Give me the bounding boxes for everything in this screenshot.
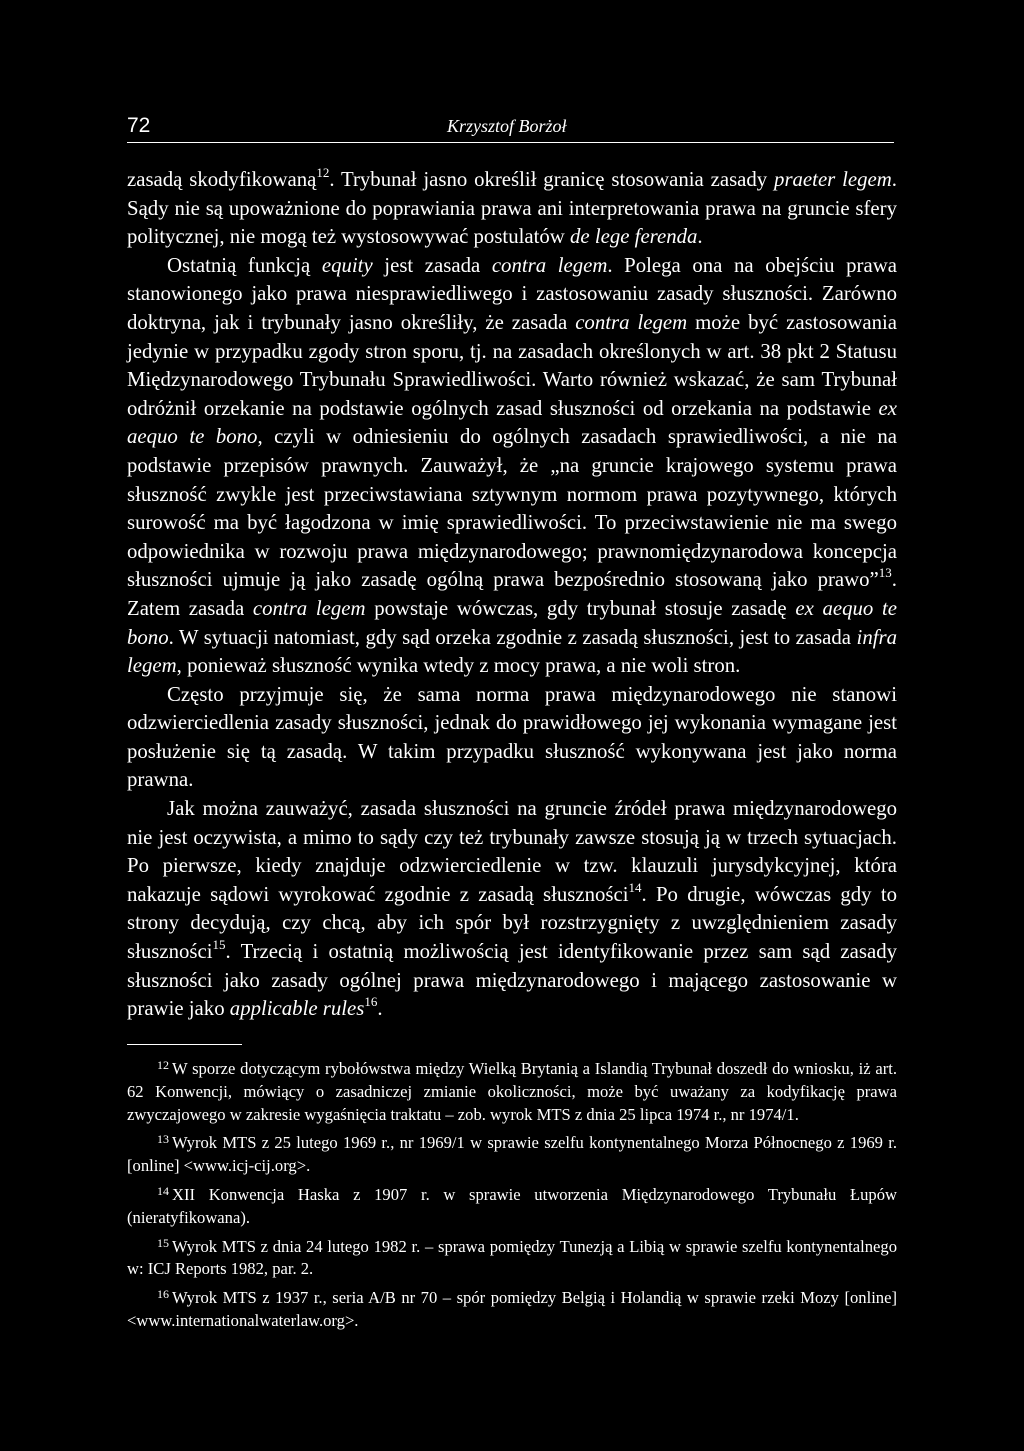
text-run: Często przyjmuje się, że sama norma prawa międzynarodowego nie stanowi odzwierciedlenia zasady słuszności, jednak do prawidłowego jej wykonania wymagane jest posłużenie się tą zasadą. W takim przypadku słuszność wykonywana jest jako norma prawna.: [127, 682, 897, 792]
text-run: może być zastosowania jedynie w przypadku zgody stron sporu, tj. na zasadach określonych w art. 38 pkt 2 Statusu Międzynarodowego Trybunału Sprawiedliwości. Warto również wskazać, że sam Trybunał odróżnił orzekanie na podstawie ogólnych zasad słuszności od orzekania na podstawie: [127, 310, 898, 420]
footnote-text: Wyrok MTS z 1937 r., seria A/B nr 70 – spór pomiędzy Belgią i Holandią w sprawie rzeki Mozy [online] <www.internationalwaterlaw.org>.: [127, 1288, 897, 1330]
footnote: [127, 1232, 897, 1282]
text-run: . Sądy nie są upoważnione do poprawiania prawa ani interpretowania prawa na gruncie sfery politycznej, nie mogą też wystosowywać postulatów: [127, 168, 897, 249]
text-run: .: [377, 997, 383, 1021]
text-run: . Trzecią i ostatnią możliwością jest identyfikowanie przez sam sąd zasady słuszności jako zasady ogólnej prawa międzynarodowego i mającego zastosowanie w prawie jako: [127, 940, 897, 1021]
footnote-number: 15: [157, 1235, 169, 1250]
footnote-ref: 14: [628, 879, 642, 895]
text-run: powstaje wówczas, gdy trybunał stosuje zasadę: [365, 596, 796, 620]
footnote-separator: [127, 1044, 242, 1045]
footnote-ref: 12: [316, 165, 330, 181]
footnote-ref: 15: [212, 937, 226, 953]
text-run: jest zasada: [372, 253, 492, 277]
italic-term: de lege ferenda: [570, 225, 698, 249]
footnote: [127, 1283, 897, 1333]
footnote: [127, 1054, 897, 1126]
footnote-text: Wyrok MTS z 25 lutego 1969 r., nr 1969/1 w sprawie szelfu kontynentalnego Morza Północnego z 1969 r. [online] <www.icj-cij.org>.: [127, 1133, 897, 1176]
italic-term: praeter legem: [774, 168, 892, 191]
footnote-text: W sporze dotyczącym rybołówstwa między Wielką Brytanią a Islandią Trybunał doszedł do wniosku, iż art. 62 Konwencji, mówiący o zasadniczej zmianie okoliczności, może być uważany za kodyfikację prawa zwyczajowego w zakresie wygaśnięcia traktatu – zob. wyrok MTS z dnia 25 lipca 1974 r., nr 1974/1.: [127, 1059, 897, 1124]
italic-term: infra legem: [127, 625, 897, 678]
text-run: .: [697, 225, 703, 249]
footnote-text: Wyrok MTS z dnia 24 lutego 1982 r. – sprawa pomiędzy Tunezją a Libią w sprawie szelfu kontynentalnego w: ICJ Reports 1982, par. 2.: [127, 1236, 897, 1279]
paragraph: [127, 681, 897, 795]
italic-term: contra legem: [252, 596, 366, 620]
text-run: . Polega ona na obejściu prawa stanowionego jako prawa niesprawiedliwego i zastosowaniu zasady słuszności. Zarówno doktryna, jak i trybunały jasno określiły, że zasada: [127, 253, 897, 334]
italic-term: applicable rules: [229, 997, 365, 1021]
footnote: [127, 1128, 897, 1178]
italic-term: equity: [321, 253, 373, 277]
text-run: . W sytuacji natomiast, gdy sąd orzeka zgodnie z zasadą słuszności, jest to zasada: [168, 625, 857, 649]
text-run: . Po drugie, wówczas gdy to strony decydują, czy chcą, aby ich spór był rozstrzygnięty z uwzględnieniem zasady słuszności: [127, 882, 897, 964]
footnote-number: 13: [157, 1132, 169, 1147]
text-run: Jak można zauważyć, zasada słuszności na gruncie źródeł prawa międzynarodowego nie jest oczywista, a mimo to sądy czy też trybunały zawsze stosują ją w trzech sytuacjach. Po pierwsze, kiedy znajduje odzwierciedlenie w tzw. klauzuli jurysdykcyjnej, która nakazuje sądowi wyrokować zgodnie z zasadą słuszności: [127, 797, 897, 906]
footnote-text: XII Konwencja Haska z 1907 r. w sprawie utworzenia Międzynarodowego Trybunału Łupów (nieratyfikowana).: [127, 1184, 897, 1227]
paragraph: [127, 252, 897, 681]
italic-term: ex aequo te bono: [127, 596, 897, 649]
footnote-number: 12: [157, 1058, 169, 1072]
italic-term: contra legem: [575, 310, 688, 334]
italic-term: contra legem: [491, 253, 608, 277]
footnote: [127, 1180, 897, 1230]
text-run: , ponieważ słuszność wynika wtedy z mocy prawa, a nie woli stron.: [176, 654, 741, 678]
paragraph: [127, 795, 897, 1024]
footnote-number: 16: [157, 1287, 169, 1302]
footnotes: [127, 1054, 897, 1335]
text-run: . Trybunał jasno określił granicę stosowania zasady: [329, 168, 775, 191]
main-text: [127, 166, 897, 1024]
text-run: zasadą skodyfikowaną: [127, 168, 317, 191]
footnote-number: 14: [157, 1183, 169, 1198]
running-head-author: Krzysztof Borżoł: [447, 116, 567, 136]
italic-term: ex aequo te bono: [127, 396, 897, 449]
running-header: [127, 112, 894, 143]
paragraph: [127, 166, 897, 252]
footnote-ref: 16: [364, 994, 378, 1010]
page-number: 72: [127, 114, 151, 137]
text-run: . Zatem zasada: [127, 568, 897, 620]
footnote-ref: 13: [878, 565, 892, 581]
text-run: , czyli w odniesieniu do ogólnych zasadach sprawiedliwości, a nie na podstawie przepisów prawnych. Zauważył, że „na gruncie krajowego systemu prawa słuszność zwykle jest przeciwstawiana sztywnym normom prawa pozytywnego, których surowość ma być łagodzona w imię sprawiedliwości. To przeciwstawienie nie ma swego odpowiednika w rozwoju prawa międzynarodowego; prawnomiędzynarodowa koncepcja słuszności ujmuje ją jako zasadę ogólną prawa bezpośrednio stosowaną jako prawo”: [127, 425, 897, 592]
text-run: Ostatnią funkcją: [167, 253, 322, 277]
